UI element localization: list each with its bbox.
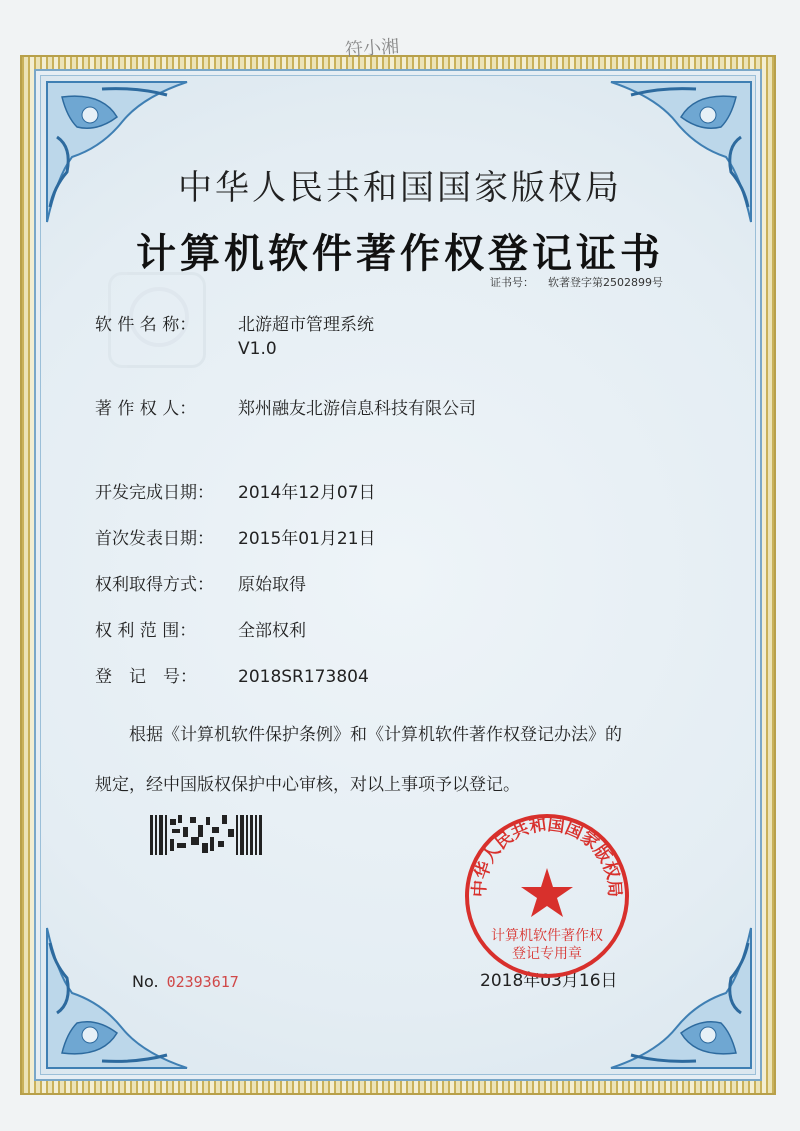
field-label: 软 件 名 称：: [95, 315, 197, 335]
field-value: 北游超市管理系统: [238, 315, 374, 335]
certificate-number-label: 证书号：: [490, 276, 534, 289]
official-red-seal: [463, 812, 631, 980]
seal-inner-line-2: 登记专用章: [512, 946, 582, 962]
field-software-name: [95, 310, 374, 359]
corner-ornament-bottom-left: [42, 923, 192, 1073]
field-copyright-owner: [95, 394, 476, 419]
field-value: 2014年12月07日: [238, 483, 376, 503]
field-value: 全部权利: [238, 621, 306, 641]
field-label: 权利取得方式：: [95, 575, 214, 595]
serial-number: [132, 972, 239, 991]
field-value: 原始取得: [238, 575, 306, 595]
serial-label: No.: [132, 972, 159, 991]
field-acquisition-method: [95, 570, 306, 595]
certificate-title: 计算机软件著作权登记证书: [136, 231, 664, 277]
field-development-date: [95, 478, 376, 503]
certificate-number-value: 软著登字第2502899号: [548, 276, 663, 289]
field-value-version: V1.0: [238, 339, 277, 359]
field-registration-number: [95, 662, 369, 687]
field-label: 著 作 权 人：: [95, 399, 197, 419]
field-value: 2018SR173804: [238, 667, 369, 687]
field-rights-scope: [95, 616, 306, 641]
seal-inner-line-1: 计算机软件著作权: [491, 928, 603, 944]
field-label: 开发完成日期：: [95, 483, 214, 503]
field-label: 权 利 范 围：: [95, 621, 197, 641]
star-icon: [521, 868, 573, 917]
statement-line-2: 规定，经中国版权保护中心审核，对以上事项予以登记。: [95, 775, 520, 795]
barcode-image: [150, 815, 262, 855]
serial-value: 02393617: [166, 973, 239, 991]
statement-line-1: 根据《计算机软件保护条例》和《计算机软件著作权登记办法》的: [129, 725, 622, 745]
issue-date: 2018年03月16日: [480, 971, 618, 991]
field-label: 登 记 号：: [95, 667, 197, 687]
certificate-number: [490, 274, 677, 290]
issuer-title: 中华人民共和国国家版权局: [178, 168, 622, 208]
field-label: 首次发表日期：: [95, 529, 214, 549]
field-publication-date: [95, 524, 376, 549]
field-value: 2015年01月21日: [238, 529, 376, 549]
seal-outer-text: 中华人民共和国国家版权局: [469, 814, 625, 898]
handwritten-signature: 符小湘: [344, 36, 400, 61]
field-value: 郑州融友北游信息科技有限公司: [238, 399, 476, 419]
